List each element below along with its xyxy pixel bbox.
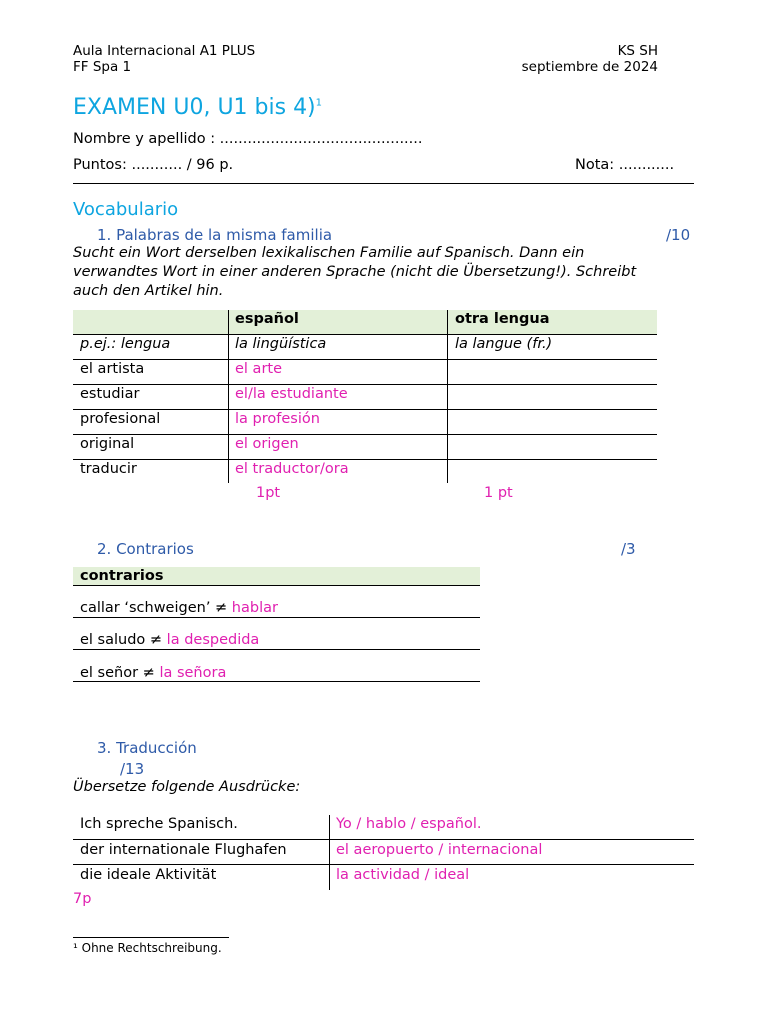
table-row-answer: el traductor/ora — [235, 461, 349, 477]
table-rule — [73, 334, 657, 335]
exercise-3-points: /13 — [120, 760, 145, 778]
grade-field: Nota: ............ — [575, 157, 675, 173]
exercise-1-instructions-line2: verwandtes Wort in einer anderen Sprache (nicht die Übersetzung!). Schreibt — [73, 264, 637, 280]
example-word: p.ej.: lengua — [80, 336, 171, 352]
contrarios-prompt: el saludo ≠ — [80, 632, 167, 648]
exercise-3-score: 7p — [73, 891, 92, 907]
table-row-word: profesional — [80, 411, 161, 427]
table-column-rule — [329, 815, 330, 890]
contrarios-header: contrarios — [80, 568, 164, 584]
contrarios-answer: la despedida — [166, 632, 260, 648]
table-row-word: el artista — [80, 361, 145, 377]
exercise-1-instructions-line1: Sucht ein Wort derselben lexikalischen Familie auf Spanisch. Dann ein — [73, 245, 585, 261]
translation-source: der internationale Flughafen — [80, 842, 287, 858]
course-code: FF Spa 1 — [73, 59, 132, 75]
table-rule — [73, 384, 657, 385]
table-rule — [73, 434, 657, 435]
exam-date: septiembre de 2024 — [521, 59, 658, 75]
footnote-divider — [73, 937, 229, 938]
contrarios-row — [80, 665, 226, 681]
contrarios-answer: hablar — [231, 600, 278, 616]
contrarios-prompt: el señor ≠ — [80, 665, 160, 681]
table-row-answer: el arte — [235, 361, 283, 377]
contrarios-row — [80, 632, 259, 648]
table-row-word: traducir — [80, 461, 137, 477]
table-row-word: original — [80, 436, 135, 452]
score-col-otra-lengua: 1 pt — [484, 485, 513, 501]
table-rule — [73, 617, 480, 618]
table-row-word: estudiar — [80, 386, 140, 402]
score-col-espanol: 1pt — [256, 485, 281, 501]
example-other-language: la langue (fr.) — [455, 336, 553, 352]
exercise-1-instructions-line3: auch den Artikel hin. — [73, 283, 224, 299]
table-row-answer: la profesión — [235, 411, 320, 427]
table-rule — [73, 681, 480, 682]
translation-source: die ideale Aktivität — [80, 867, 217, 883]
footnote-text: ¹ Ohne Rechtschreibung. — [73, 941, 222, 955]
contrarios-answer: la señora — [159, 665, 227, 681]
course-name: Aula Internacional A1 PLUS — [73, 43, 256, 59]
table-rule — [73, 649, 480, 650]
contrarios-prompt: callar ‘schweigen’ ≠ — [80, 600, 232, 616]
table-rule — [73, 359, 657, 360]
footnote-mark: 1 — [315, 97, 323, 109]
exercise-1-points: /10 — [666, 226, 691, 244]
teacher-initials: KS SH — [617, 43, 658, 59]
table-row-answer: el origen — [235, 436, 299, 452]
table-row-answer: el/la estudiante — [235, 386, 348, 402]
translation-source: Ich spreche Spanisch. — [80, 816, 238, 832]
table-rule — [73, 839, 694, 840]
table-rule — [73, 864, 694, 865]
contrarios-row — [80, 600, 278, 616]
header-divider — [73, 183, 694, 184]
translation-answer: Yo / hablo / español. — [336, 816, 482, 832]
table-column-rule — [447, 310, 448, 483]
exercise-3-heading: 3. Traducción — [97, 739, 197, 757]
table-rule — [73, 409, 657, 410]
translation-answer: el aeropuerto / internacional — [336, 842, 543, 858]
table-header-espanol: español — [235, 311, 299, 327]
exercise-3-instructions: Übersetze folgende Ausdrücke: — [73, 779, 301, 795]
table-header-shade — [73, 310, 657, 334]
table-column-rule — [228, 310, 229, 483]
name-field: Nombre y apellido : ............................................ — [73, 131, 423, 147]
points-field: Puntos: ........... / 96 p. — [73, 157, 234, 173]
section-heading-vocabulario: Vocabulario — [73, 199, 179, 220]
exercise-1-heading: 1. Palabras de la misma familia — [97, 226, 333, 244]
translation-answer: la actividad / ideal — [336, 867, 470, 883]
title-text: EXAMEN U0, U1 bis 4) — [73, 95, 316, 120]
table-header-otra-lengua: otra lengua — [455, 311, 550, 327]
page-title — [73, 95, 322, 120]
example-spanish: la lingüística — [235, 336, 327, 352]
table-rule — [73, 459, 657, 460]
exercise-2-points: /3 — [621, 540, 636, 558]
table-rule — [73, 585, 480, 586]
exercise-2-heading: 2. Contrarios — [97, 540, 194, 558]
